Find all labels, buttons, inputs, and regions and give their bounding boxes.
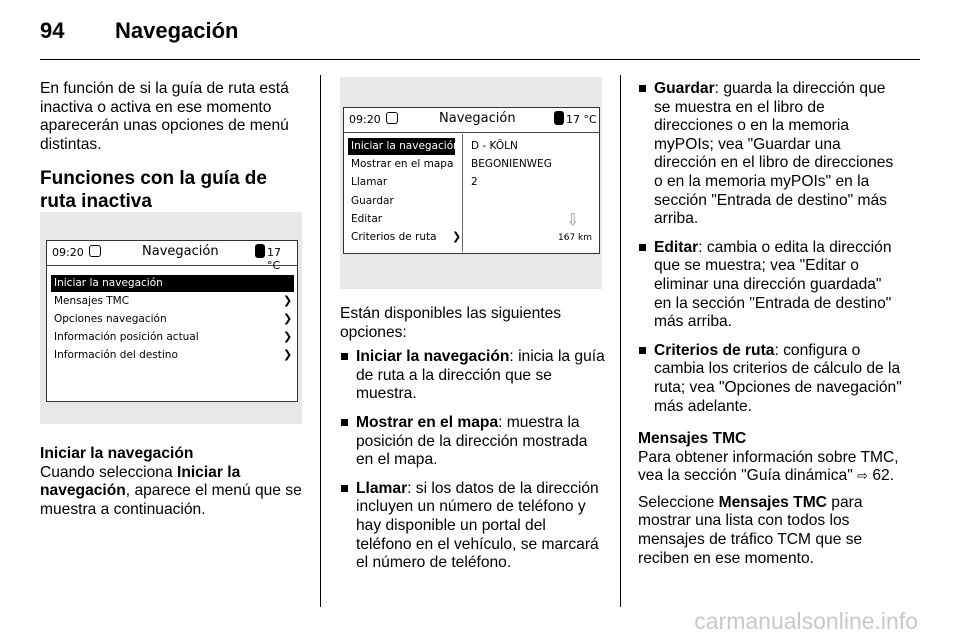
display-screen-2 — [343, 107, 600, 254]
section-heading: Funciones con la guía de ruta inactiva — [40, 168, 267, 213]
list-item: Criterios de ruta: configura o cambia los criterios de cálculo de la ruta; vea "Opciones de navegación" más adelante. — [638, 342, 903, 416]
clock-icon — [89, 245, 101, 257]
tmc-paragraph-1: Para obtener información sobre TMC, vea la sección "Guía dinámica" ⇨ 62. — [638, 448, 899, 485]
clock-time: 09:20 — [349, 113, 381, 126]
list-item: Editar: cambia o edita la dirección que se muestra; vea "Editar o eliminar una dirección guardada" en la sección "Entrada de destino" más arriba. — [638, 239, 903, 332]
page-title: Navegación — [115, 18, 239, 43]
column-2 — [340, 305, 605, 583]
address-number: 2 — [471, 176, 478, 188]
bullet-icon — [341, 419, 348, 426]
temperature: 17 °C — [267, 246, 281, 272]
menu-item-llamar[interactable]: Llamar — [351, 176, 388, 188]
display-screen-1 — [46, 240, 298, 402]
bullet-icon — [639, 85, 646, 92]
clock-icon — [386, 112, 398, 124]
list-item: Mostrar en el mapa: muestra la posición de la dirección mostrada en el mapa. — [340, 414, 605, 470]
intro-paragraph: En función de si la guía de ruta está inactiva o activa en ese momento aparecerán unas opciones de menú distintas. — [40, 80, 289, 153]
status-bar — [47, 241, 297, 272]
chevron-right-icon: ❯ — [452, 230, 462, 243]
options-intro: Están disponibles las siguientes opciones: — [340, 305, 562, 341]
page-number: 94 — [40, 18, 65, 43]
subheading-iniciar: Iniciar la navegación — [40, 445, 194, 462]
bullet-icon — [341, 485, 348, 492]
thermometer-icon — [255, 244, 265, 258]
list-item: Iniciar la navegación: inicia la guía de ruta a la dirección que se muestra. — [340, 348, 605, 404]
menu-item-guardar[interactable]: Guardar — [351, 195, 394, 207]
watermark: carmanualsonline.info — [694, 608, 918, 634]
chevron-right-icon: ❯ — [283, 330, 293, 343]
menu-item-iniciar[interactable]: Iniciar la navegación — [51, 275, 294, 292]
screen-figure-1 — [40, 212, 302, 424]
address-city: D - KÖLN — [471, 140, 518, 152]
column-1 — [40, 80, 305, 213]
menu-item-destino[interactable]: Información del destino — [54, 349, 178, 361]
chevron-right-icon: ❯ — [283, 348, 293, 361]
page-header — [0, 0, 960, 60]
screen-title: Navegación — [439, 111, 516, 126]
column-divider-2 — [620, 75, 621, 607]
menu-item-mensajes[interactable]: Mensajes TMC — [54, 295, 130, 307]
page-reference-icon: ⇨ — [857, 468, 869, 484]
chevron-right-icon: ❯ — [283, 312, 293, 325]
down-arrow-icon: ⇩ — [566, 210, 580, 229]
menu-item-mostrar[interactable]: Mostrar en el mapa — [351, 158, 454, 170]
column-1-lower — [40, 445, 305, 519]
screen-figure-2 — [340, 77, 602, 289]
screen-divider — [462, 134, 463, 252]
temperature: 17 °C — [566, 113, 597, 126]
bullet-icon — [639, 347, 646, 354]
clock-time: 09:20 — [52, 246, 84, 259]
thermometer-icon — [554, 111, 564, 125]
status-bar — [344, 108, 599, 133]
distance: 167 km — [558, 233, 593, 243]
list-item: Llamar: si los datos de la dirección incluyen un número de teléfono y hay disponible un portal del teléfono en el vehículo, se marcará el número de teléfono. — [340, 480, 605, 573]
chevron-right-icon: ❯ — [283, 294, 293, 307]
address-street: BEGONIENWEG — [471, 158, 552, 170]
options-list — [340, 348, 605, 573]
term-iniciar: Iniciar la navegación — [40, 463, 241, 500]
bullet-icon — [341, 353, 348, 360]
options-list-continued — [638, 80, 903, 416]
screen-title: Navegación — [142, 244, 219, 259]
menu-item-editar[interactable]: Editar — [351, 213, 383, 225]
menu-item-opciones[interactable]: Opciones navegación — [54, 313, 167, 325]
page-reference[interactable]: 62. — [872, 467, 895, 485]
menu-item-posicion[interactable]: Información posición actual — [54, 331, 199, 343]
list-item: Guardar: guarda la dirección que se muestra en el libro de direcciones o en la memoria myPOIs; vea "Guardar una dirección en el libro de direcciones o en la memoria myPOIs" en la sección "Entrada de destino" más arriba. — [638, 80, 903, 229]
column-3 — [638, 80, 903, 568]
iniciar-paragraph: Cuando selecciona Iniciar la navegación, aparece el menú que se muestra a continuación. — [40, 463, 302, 518]
column-divider-1 — [320, 75, 321, 607]
header-rule — [40, 59, 920, 60]
menu-item-criterios[interactable]: Criterios de ruta — [351, 231, 437, 243]
tmc-paragraph-2: Seleccione Mensajes TMC para mostrar una lista con todos los mensajes de tráfico TCM que se reciben en ese momento. — [638, 493, 863, 567]
menu-item-iniciar[interactable]: Iniciar la navegación — [348, 138, 455, 155]
subheading-tmc: Mensajes TMC — [638, 430, 747, 448]
bullet-icon — [639, 244, 646, 251]
